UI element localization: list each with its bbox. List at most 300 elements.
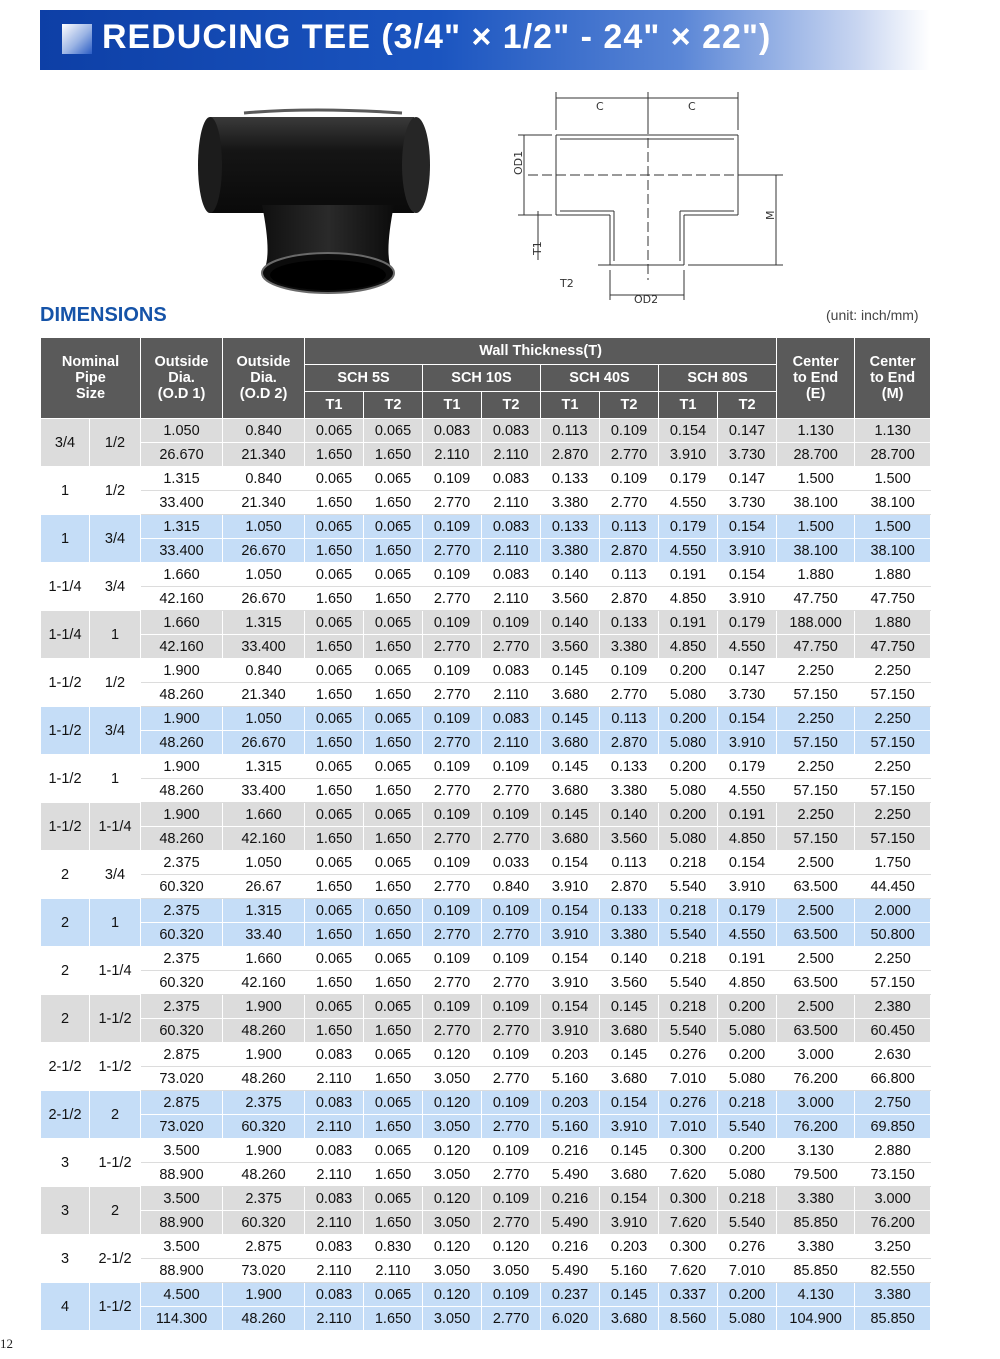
table-cell: 47.750 [855, 635, 931, 659]
header-center-to-end-m [855, 338, 931, 419]
table-cell: 0.200 [718, 995, 777, 1019]
table-cell: 1.650 [364, 1067, 423, 1091]
table-cell: 1.650 [305, 1019, 364, 1043]
table-cell: 48.260 [141, 779, 223, 803]
table-cell: 63.500 [777, 1019, 855, 1043]
table-cell: 1.315 [223, 755, 305, 779]
header-t1: T1 [305, 392, 364, 419]
table-cell: 0.154 [718, 851, 777, 875]
table-cell: 0.065 [364, 659, 423, 683]
table-cell: 3.680 [600, 1163, 659, 1187]
table-cell: 57.150 [777, 827, 855, 851]
table-cell: 1.315 [141, 515, 223, 539]
table-cell: 2.770 [423, 971, 482, 995]
size-run: 2 [41, 947, 90, 995]
table-cell: 1.500 [777, 515, 855, 539]
table-row [41, 755, 931, 779]
table-cell: 33.400 [141, 539, 223, 563]
table-cell: 1.650 [364, 923, 423, 947]
table-cell: 2.250 [777, 803, 855, 827]
table-cell: 0.120 [423, 1139, 482, 1163]
header-line: Center [869, 354, 916, 370]
table-cell: 0.145 [600, 1043, 659, 1067]
table-cell: 0.083 [482, 419, 541, 443]
table-cell: 76.200 [777, 1115, 855, 1139]
table-cell: 0.083 [482, 659, 541, 683]
table-cell: 0.147 [718, 659, 777, 683]
size-branch: 1-1/2 [90, 1283, 141, 1331]
table-row [41, 779, 931, 803]
table-cell: 0.154 [541, 851, 600, 875]
table-cell: 1.650 [364, 731, 423, 755]
table-cell: 2.250 [777, 659, 855, 683]
table-cell: 1.880 [855, 611, 931, 635]
table-cell: 1.650 [364, 827, 423, 851]
table-cell: 3.050 [423, 1211, 482, 1235]
size-branch: 3/4 [90, 707, 141, 755]
size-branch: 2 [90, 1187, 141, 1235]
size-branch: 3/4 [90, 515, 141, 563]
header-line: (E) [805, 386, 826, 402]
page-number: 12 [0, 1336, 13, 1351]
table-cell: 0.083 [423, 419, 482, 443]
table-cell: 47.750 [855, 587, 931, 611]
table-cell: 2.770 [600, 443, 659, 467]
header-line: Pipe [75, 370, 106, 386]
table-cell: 0.083 [305, 1139, 364, 1163]
table-cell: 2.110 [305, 1163, 364, 1187]
table-cell: 4.850 [659, 635, 718, 659]
header-line: Dia. [168, 370, 195, 386]
table-cell: 2.770 [423, 491, 482, 515]
table-cell: 3.050 [423, 1163, 482, 1187]
table-cell: 4.130 [777, 1283, 855, 1307]
table-cell: 0.140 [541, 563, 600, 587]
table-cell: 0.065 [364, 1283, 423, 1307]
size-run: 2 [41, 995, 90, 1043]
header-sch-80s: SCH 80S [659, 365, 777, 392]
table-cell: 0.191 [659, 563, 718, 587]
table-cell: 0.200 [718, 1043, 777, 1067]
table-cell: 3.730 [718, 683, 777, 707]
table-cell: 57.150 [855, 779, 931, 803]
header-line: (O.D 2) [239, 386, 288, 402]
size-run: 3 [41, 1187, 90, 1235]
table-cell: 1.650 [305, 539, 364, 563]
table-cell: 0.133 [600, 755, 659, 779]
table-cell: 57.150 [855, 683, 931, 707]
table-cell: 26.670 [223, 731, 305, 755]
label-t2: T2 [560, 277, 574, 290]
table-cell: 63.500 [777, 971, 855, 995]
table-row [41, 827, 931, 851]
table-cell: 2.110 [305, 1211, 364, 1235]
table-cell: 0.109 [423, 947, 482, 971]
table-cell: 0.133 [541, 467, 600, 491]
size-branch: 1 [90, 899, 141, 947]
table-cell: 2.375 [141, 947, 223, 971]
table-cell: 1.750 [855, 851, 931, 875]
table-cell: 0.065 [364, 707, 423, 731]
reducing-tee-photo [192, 105, 462, 295]
table-cell: 0.179 [718, 755, 777, 779]
table-cell: 73.020 [223, 1259, 305, 1283]
table-row [41, 1067, 931, 1091]
table-cell: 0.109 [423, 467, 482, 491]
table-cell: 1.650 [305, 875, 364, 899]
table-cell: 0.065 [364, 947, 423, 971]
table-cell: 4.550 [718, 923, 777, 947]
table-cell: 3.680 [600, 1307, 659, 1331]
table-cell: 2.250 [855, 803, 931, 827]
table-row [41, 875, 931, 899]
table-cell: 2.770 [482, 971, 541, 995]
table-cell: 1.500 [777, 467, 855, 491]
size-branch: 3/4 [90, 563, 141, 611]
table-cell: 33.400 [223, 779, 305, 803]
table-row [41, 563, 931, 587]
table-cell: 47.750 [777, 635, 855, 659]
table-cell: 48.260 [141, 731, 223, 755]
header-line: Outside [154, 354, 209, 370]
table-cell: 76.200 [855, 1211, 931, 1235]
table-cell: 0.113 [600, 515, 659, 539]
table-cell: 0.140 [600, 803, 659, 827]
table-cell: 0.109 [482, 611, 541, 635]
table-cell: 4.850 [659, 587, 718, 611]
table-cell: 2.770 [423, 779, 482, 803]
table-cell: 1.650 [364, 1019, 423, 1043]
table-cell: 82.550 [855, 1259, 931, 1283]
table-cell: 0.065 [364, 803, 423, 827]
table-cell: 1.660 [141, 563, 223, 587]
table-cell: 0.109 [423, 707, 482, 731]
table-cell: 2.770 [423, 683, 482, 707]
table-row [41, 803, 931, 827]
table-cell: 88.900 [141, 1259, 223, 1283]
size-branch: 1-1/4 [90, 947, 141, 995]
table-cell: 0.065 [305, 851, 364, 875]
table-row [41, 899, 931, 923]
table-cell: 0.109 [600, 467, 659, 491]
table-cell: 0.200 [659, 755, 718, 779]
header-wall-thickness: Wall Thickness(T) [305, 338, 777, 365]
header-sch-5s: SCH 5S [305, 365, 423, 392]
table-cell: 5.160 [541, 1115, 600, 1139]
table-cell: 0.065 [305, 611, 364, 635]
table-cell: 38.100 [777, 491, 855, 515]
table-cell: 0.120 [423, 1235, 482, 1259]
table-cell: 1.650 [305, 635, 364, 659]
table-cell: 5.540 [718, 1115, 777, 1139]
table-cell: 33.400 [223, 635, 305, 659]
table-cell: 2.375 [223, 1187, 305, 1211]
table-cell: 2.770 [423, 875, 482, 899]
header-sch-10s: SCH 10S [423, 365, 541, 392]
table-cell: 1.900 [141, 803, 223, 827]
table-cell: 7.010 [718, 1259, 777, 1283]
table-cell: 2.110 [482, 683, 541, 707]
table-cell: 1.880 [777, 563, 855, 587]
table-cell: 3.910 [541, 923, 600, 947]
table-cell: 5.080 [718, 1163, 777, 1187]
size-group [41, 1283, 931, 1331]
table-cell: 0.065 [305, 419, 364, 443]
table-cell: 3.680 [600, 1019, 659, 1043]
table-cell: 57.150 [777, 683, 855, 707]
size-run: 4 [41, 1283, 90, 1331]
header-line: (M) [881, 386, 904, 402]
table-cell: 0.109 [423, 515, 482, 539]
label-m: M [764, 210, 777, 220]
size-run: 2-1/2 [41, 1043, 90, 1091]
table-cell: 1.650 [364, 875, 423, 899]
size-branch: 1-1/2 [90, 1139, 141, 1187]
table-cell: 85.850 [777, 1211, 855, 1235]
table-cell: 5.080 [718, 1019, 777, 1043]
table-cell: 0.200 [659, 707, 718, 731]
table-cell: 3.910 [718, 731, 777, 755]
table-cell: 0.065 [305, 899, 364, 923]
table-cell: 0.218 [659, 995, 718, 1019]
size-run: 1-1/4 [41, 611, 90, 659]
table-cell: 4.550 [718, 779, 777, 803]
table-cell: 1.050 [223, 851, 305, 875]
header-outside-dia-1 [141, 338, 223, 419]
table-cell: 0.109 [423, 851, 482, 875]
header-line: Size [76, 386, 106, 402]
table-cell: 88.900 [141, 1163, 223, 1187]
table-cell: 3.560 [600, 827, 659, 851]
label-c-right: C [688, 100, 696, 113]
table-cell: 0.300 [659, 1139, 718, 1163]
table-cell: 4.850 [718, 971, 777, 995]
table-cell: 0.216 [541, 1187, 600, 1211]
size-branch: 1 [90, 611, 141, 659]
size-branch: 1-1/4 [90, 803, 141, 851]
table-cell: 2.500 [777, 995, 855, 1019]
table-cell: 0.083 [305, 1043, 364, 1067]
header-line: (O.D 1) [157, 386, 206, 402]
table-cell: 2.770 [423, 587, 482, 611]
size-branch: 1/2 [90, 467, 141, 515]
table-cell: 2.770 [482, 923, 541, 947]
table-cell: 0.109 [423, 563, 482, 587]
table-cell: 5.540 [659, 1019, 718, 1043]
table-cell: 0.109 [482, 1283, 541, 1307]
table-cell: 0.109 [482, 755, 541, 779]
table-cell: 0.276 [659, 1043, 718, 1067]
table-cell: 2.250 [777, 755, 855, 779]
table-cell: 0.191 [659, 611, 718, 635]
table-cell: 2.000 [855, 899, 931, 923]
table-cell: 48.260 [141, 683, 223, 707]
table-cell: 4.850 [718, 827, 777, 851]
table-cell: 1.650 [364, 683, 423, 707]
table-cell: 60.320 [141, 923, 223, 947]
table-cell: 1.650 [305, 491, 364, 515]
table-cell: 3.380 [541, 491, 600, 515]
table-cell: 2.250 [855, 755, 931, 779]
table-row [41, 1115, 931, 1139]
table-cell: 7.010 [659, 1115, 718, 1139]
table-cell: 1.650 [364, 491, 423, 515]
table-cell: 48.260 [223, 1307, 305, 1331]
table-cell: 5.080 [659, 731, 718, 755]
table-cell: 2.110 [482, 491, 541, 515]
table-row [41, 1235, 931, 1259]
table-cell: 0.065 [364, 755, 423, 779]
table-cell: 2.770 [482, 1211, 541, 1235]
table-cell: 0.065 [305, 947, 364, 971]
table-cell: 3.910 [659, 443, 718, 467]
table-cell: 1.650 [305, 827, 364, 851]
size-group [41, 1091, 931, 1139]
table-cell: 0.065 [364, 1139, 423, 1163]
table-cell: 1.660 [223, 947, 305, 971]
table-cell: 88.900 [141, 1211, 223, 1235]
table-cell: 0.145 [541, 755, 600, 779]
table-cell: 1.050 [141, 419, 223, 443]
table-cell: 73.020 [141, 1115, 223, 1139]
table-cell: 0.276 [718, 1235, 777, 1259]
table-cell: 3.380 [600, 635, 659, 659]
table-cell: 42.160 [223, 827, 305, 851]
table-cell: 1.900 [223, 995, 305, 1019]
table-cell: 1.130 [855, 419, 931, 443]
table-cell: 47.750 [777, 587, 855, 611]
table-cell: 0.840 [223, 659, 305, 683]
table-cell: 0.109 [423, 803, 482, 827]
table-cell: 0.203 [541, 1091, 600, 1115]
table-cell: 0.147 [718, 419, 777, 443]
dimension-drawing [498, 90, 798, 305]
size-run: 1-1/2 [41, 755, 90, 803]
table-cell: 26.670 [223, 587, 305, 611]
label-od2: OD2 [634, 293, 659, 305]
table-cell: 1.900 [141, 659, 223, 683]
table-cell: 0.300 [659, 1235, 718, 1259]
table-cell: 2.770 [423, 635, 482, 659]
table-cell: 2.250 [855, 659, 931, 683]
table-row [41, 419, 931, 443]
table-cell: 0.218 [659, 947, 718, 971]
table-cell: 114.300 [141, 1307, 223, 1331]
table-cell: 3.680 [541, 683, 600, 707]
table-cell: 0.120 [423, 1283, 482, 1307]
table-cell: 0.113 [541, 419, 600, 443]
table-cell: 2.870 [600, 587, 659, 611]
table-cell: 1.500 [855, 467, 931, 491]
table-cell: 3.910 [600, 1115, 659, 1139]
header-line: Center [792, 354, 839, 370]
size-group [41, 755, 931, 803]
table-header [41, 338, 931, 419]
table-cell: 0.145 [541, 803, 600, 827]
table-row [41, 1307, 931, 1331]
table-cell: 0.113 [600, 851, 659, 875]
table-cell: 1.315 [223, 611, 305, 635]
table-cell: 2.880 [855, 1139, 931, 1163]
table-cell: 2.110 [482, 587, 541, 611]
size-group [41, 659, 931, 707]
size-group [41, 515, 931, 563]
table-cell: 2.770 [423, 539, 482, 563]
size-group [41, 851, 931, 899]
unit-note: (unit: inch/mm) [826, 307, 919, 323]
table-cell: 2.770 [482, 1019, 541, 1043]
table-cell: 2.875 [141, 1091, 223, 1115]
table-row [41, 1139, 931, 1163]
table-cell: 3.380 [777, 1235, 855, 1259]
header-t1: T1 [423, 392, 482, 419]
table-cell: 2.770 [482, 635, 541, 659]
table-cell: 3.050 [482, 1259, 541, 1283]
table-row [41, 659, 931, 683]
table-cell: 2.110 [482, 731, 541, 755]
table-cell: 0.200 [718, 1283, 777, 1307]
table-cell: 3.560 [541, 635, 600, 659]
header-line: to End [793, 370, 839, 386]
table-cell: 0.065 [364, 995, 423, 1019]
table-row [41, 635, 931, 659]
header-t2: T2 [482, 392, 541, 419]
table-cell: 0.830 [364, 1235, 423, 1259]
table-cell: 0.216 [541, 1235, 600, 1259]
table-cell: 0.179 [718, 899, 777, 923]
table-cell: 21.340 [223, 683, 305, 707]
table-row [41, 1211, 931, 1235]
table-cell: 0.237 [541, 1283, 600, 1307]
table-cell: 0.191 [718, 947, 777, 971]
table-cell: 1.050 [223, 515, 305, 539]
table-cell: 3.730 [718, 491, 777, 515]
table-cell: 0.140 [600, 947, 659, 971]
header-t2: T2 [600, 392, 659, 419]
size-run: 2 [41, 851, 90, 899]
table-cell: 1.650 [364, 1115, 423, 1139]
table-row [41, 1163, 931, 1187]
table-cell: 2.110 [423, 443, 482, 467]
table-cell: 69.850 [855, 1115, 931, 1139]
table-cell: 57.150 [777, 779, 855, 803]
table-cell: 0.065 [305, 995, 364, 1019]
table-row [41, 443, 931, 467]
table-cell: 0.065 [305, 803, 364, 827]
size-group [41, 947, 931, 995]
size-branch: 1 [90, 755, 141, 803]
size-run: 1 [41, 467, 90, 515]
table-cell: 6.020 [541, 1307, 600, 1331]
table-cell: 1.050 [223, 707, 305, 731]
table-cell: 48.260 [223, 1067, 305, 1091]
table-cell: 0.216 [541, 1139, 600, 1163]
table-cell: 0.109 [482, 803, 541, 827]
table-cell: 1.660 [141, 611, 223, 635]
table-cell: 1.650 [364, 635, 423, 659]
table-cell: 0.065 [305, 467, 364, 491]
table-cell: 1.500 [855, 515, 931, 539]
table-cell: 60.450 [855, 1019, 931, 1043]
table-cell: 26.670 [141, 443, 223, 467]
table-cell: 4.550 [718, 635, 777, 659]
table-cell: 26.67 [223, 875, 305, 899]
size-group [41, 707, 931, 755]
table-cell: 0.065 [364, 419, 423, 443]
table-cell: 1.880 [855, 563, 931, 587]
table-cell: 0.145 [600, 995, 659, 1019]
size-run: 3 [41, 1139, 90, 1187]
